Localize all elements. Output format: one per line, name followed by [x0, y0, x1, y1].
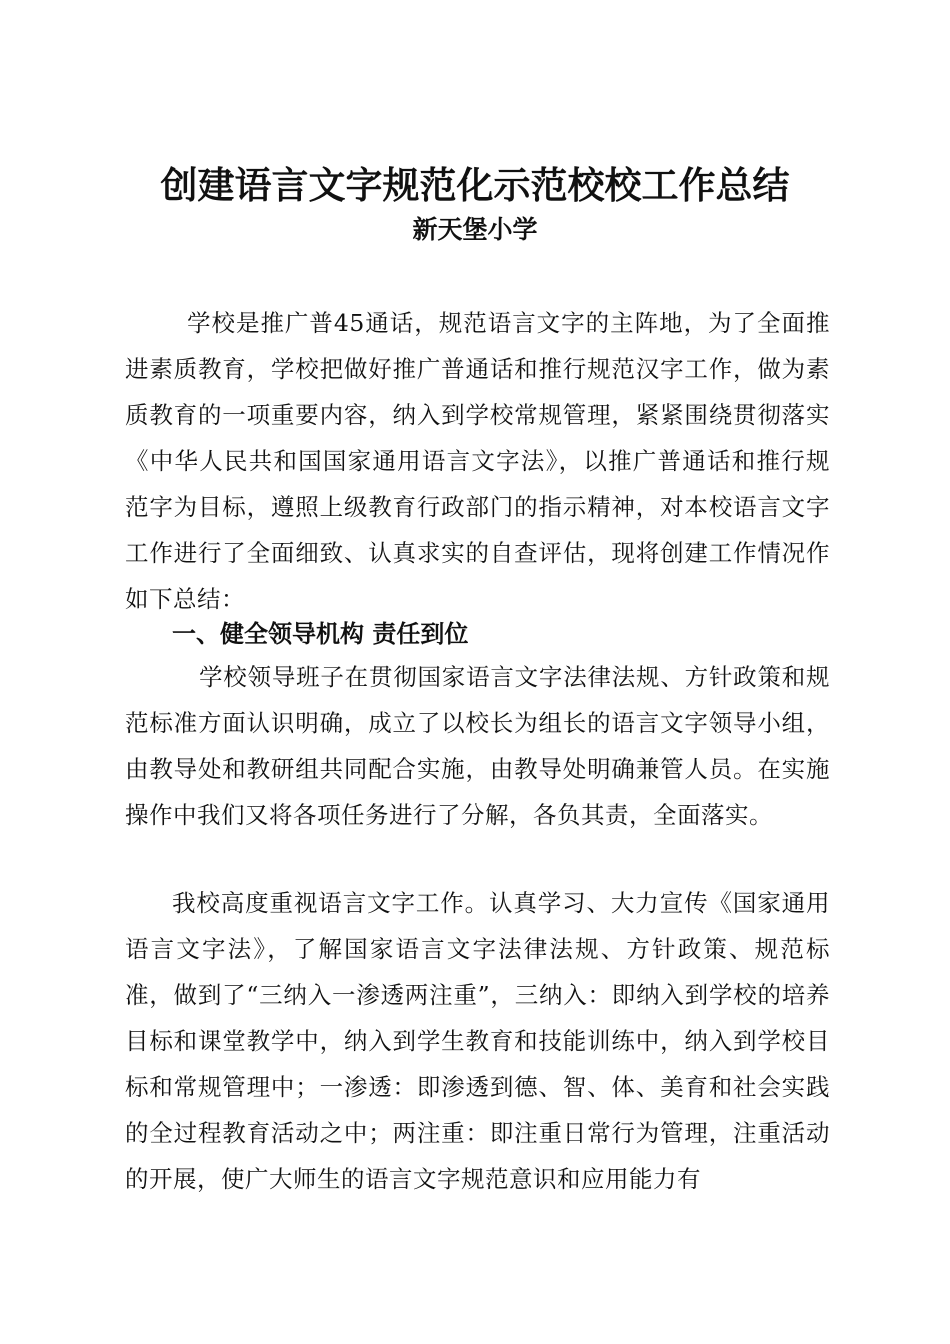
document-title: 创建语言文字规范化示范校校工作总结	[160, 163, 790, 207]
paragraph-intro: 学校是推广普45通话，规范语言文字的主阵地，为了全面推进素质教育，学校把做好推广普通话和推行规范汉字工作，做为素质教育的一项重要内容，纳入到学校常规管理，紧紧围绕贯彻落实《中华人民共和国国家通用语言文字法》，以推广普通话和推行规范字为目标，遵照上级教育行政部门的指示精神，对本校语言文字工作进行了全面细致、认真求实的自查评估，现将创建工作情况作如下总结：	[125, 309, 830, 613]
document-subtitle: 新天堡小学	[412, 215, 538, 244]
paragraph-emphasis: 我校高度重视语言文字工作。认真学习、大力宣传《国家通用语言文字法》，了解国家语言文字法律法规、方针政策、规范标准，做到了“三纳入一渗透两注重”，三纳入：即纳入到学校的培养目标和课堂教学中，纳入到学生教育和技能训练中，纳入到学校目标和常规管理中；一渗透：即渗透到德、智、体、美育和社会实践的全过程教育活动之中；两注重：即注重日常行为管理，注重活动的开展，使广大师生的语言文字规范意识和应用能力有	[125, 889, 830, 1193]
paragraph-leadership: 学校领导班子在贯彻国家语言文字法律法规、方针政策和规范标准方面认识明确，成立了以校长为组长的语言文字领导小组，由教导处和教研组共同配合实施，由教导处明确兼管人员。在实施操作中我们又将各项任务进行了分解，各负其责，全面落实。	[125, 663, 830, 829]
section-heading-1: 一、健全领导机构 责任到位	[172, 620, 469, 648]
